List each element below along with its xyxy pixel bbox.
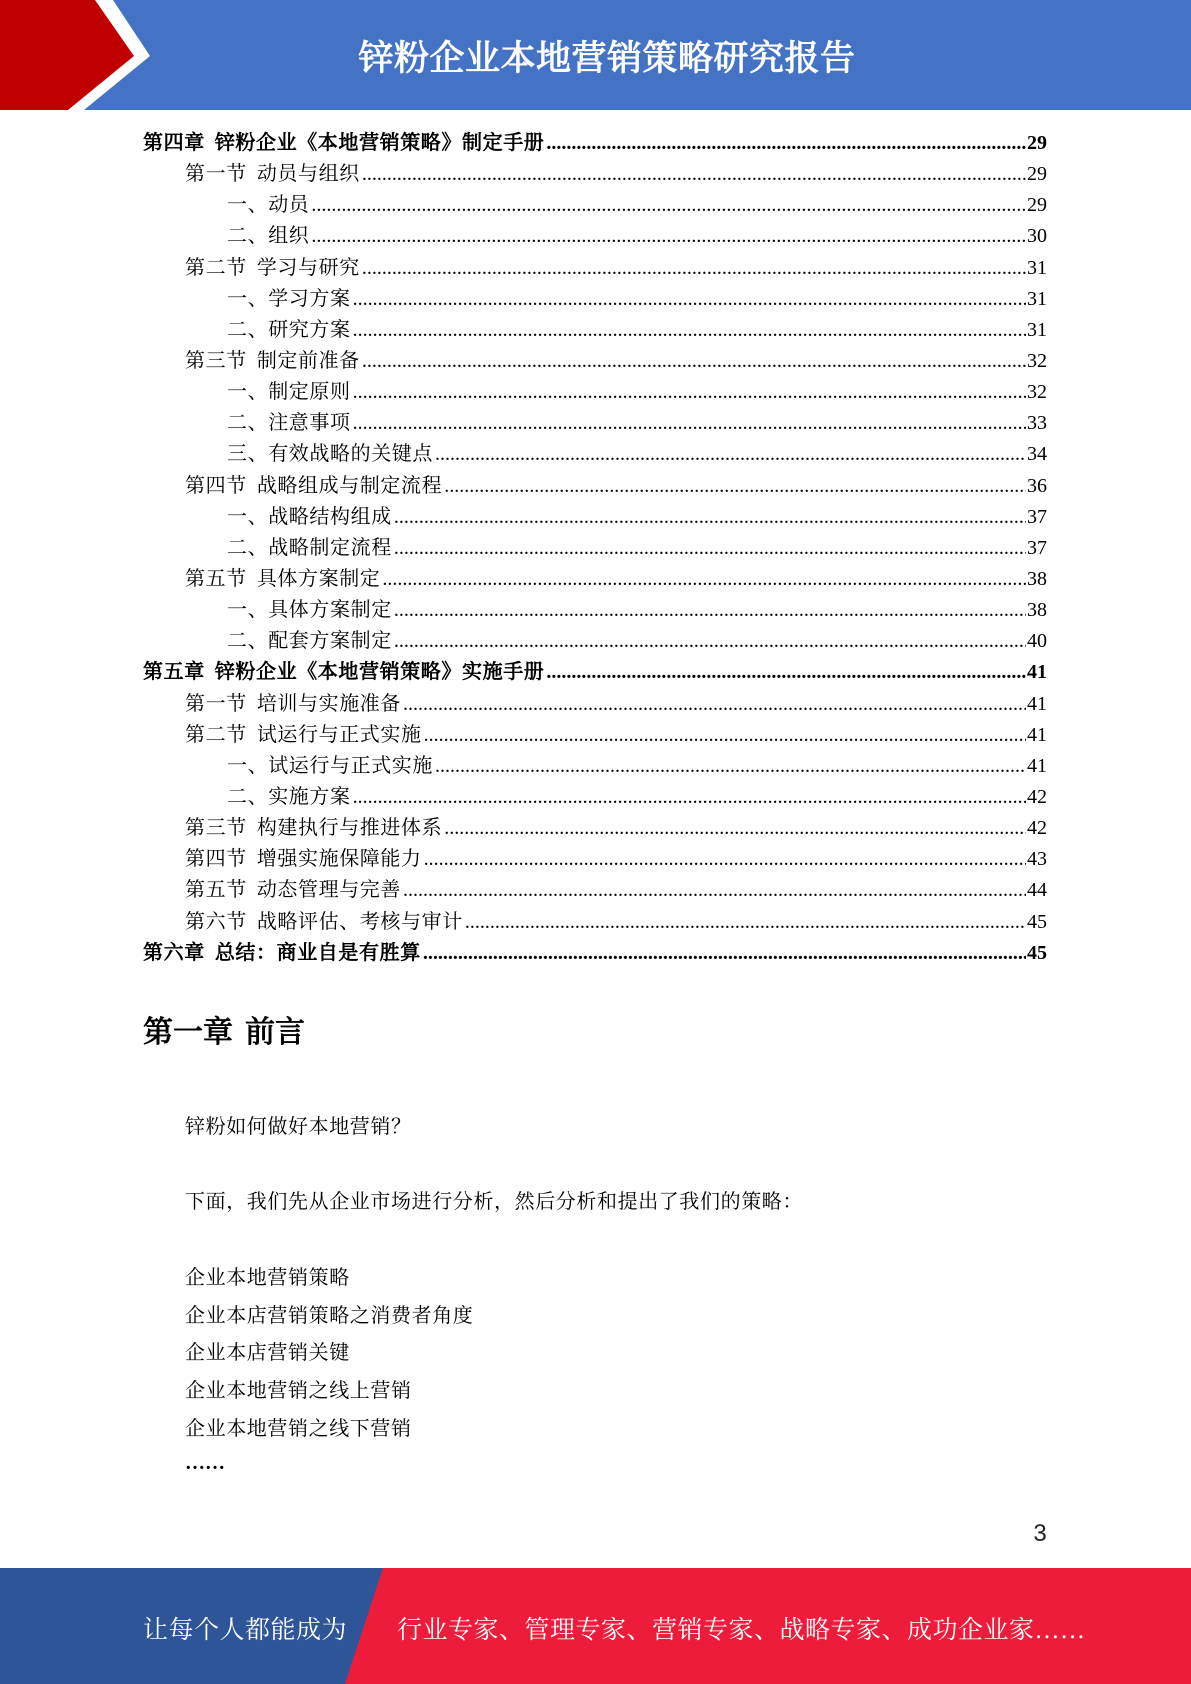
toc-entry-title: 制定前准备	[256, 349, 360, 372]
toc-dot-leader	[394, 533, 1026, 564]
toc-entry-label: 第五节	[185, 879, 247, 902]
toc-dot-leader	[353, 408, 1026, 439]
chapter-heading	[143, 1013, 305, 1053]
toc-dot-leader	[424, 720, 1026, 751]
toc-entry-label: 一、	[227, 287, 269, 310]
toc-dot-leader	[424, 844, 1026, 875]
toc-entry-label: 第二节	[185, 256, 247, 279]
toc-entry-title: 组织	[268, 225, 310, 248]
toc-subsection-entry[interactable]	[143, 502, 1047, 533]
page-header	[0, 0, 1191, 110]
page-number: 3	[1033, 1520, 1047, 1547]
toc-section-entry[interactable]	[143, 471, 1047, 502]
toc-subsection-entry[interactable]	[143, 626, 1047, 657]
toc-entry-label: 二、	[227, 412, 269, 435]
toc-entry-page-number: 41	[1027, 692, 1047, 715]
toc-entry-label: 第四节	[185, 848, 247, 871]
toc-dot-leader	[403, 689, 1026, 720]
footer-tagline: 让每个人都能成为	[143, 1617, 348, 1644]
toc-entry-label: 二、	[227, 785, 269, 808]
toc-entry-title: 增强实施保障能力	[256, 848, 422, 871]
toc-entry-page-number: 31	[1027, 287, 1047, 310]
list-continuation-ellipsis: ……	[185, 1452, 225, 1474]
toc-entry-title: 锌粉企业《本地营销策略》制定手册	[214, 132, 545, 154]
toc-dot-leader	[465, 907, 1026, 938]
toc-dot-leader	[435, 751, 1026, 782]
toc-entry-label: 第四节	[185, 474, 247, 497]
toc-dot-leader	[353, 315, 1026, 346]
toc-entry-label: 二、	[227, 225, 269, 248]
toc-entry-page-number: 34	[1027, 443, 1047, 466]
toc-section-entry[interactable]	[143, 875, 1047, 906]
strategy-list-item: 企业本店营销关键	[185, 1342, 350, 1364]
footer-roles-slogan: 行业专家、管理专家、营销专家、战略专家、成功企业家……	[397, 1617, 1086, 1644]
toc-entry-title: 学习与研究	[256, 256, 360, 279]
toc-entry-page-number: 29	[1027, 194, 1047, 217]
toc-dot-leader	[353, 782, 1026, 813]
toc-entry-title: 具体方案制定	[256, 567, 381, 590]
strategy-list-item: 企业本地营销之线上营销	[185, 1380, 412, 1402]
strategy-list-item: 企业本地营销之线下营销	[185, 1418, 412, 1440]
toc-entry-title: 试运行与正式实施	[268, 754, 434, 777]
toc-chapter-entry[interactable]	[143, 128, 1047, 159]
toc-section-entry[interactable]	[143, 907, 1047, 938]
toc-entry-label: 一、	[227, 505, 269, 528]
toc-entry-label: 第四章	[143, 132, 205, 154]
toc-entry-page-number: 44	[1027, 879, 1047, 902]
toc-chapter-entry[interactable]	[143, 657, 1047, 688]
toc-entry-label: 第二节	[185, 723, 247, 746]
table-of-contents	[143, 128, 1047, 969]
toc-dot-leader	[394, 595, 1026, 626]
toc-entry-label: 第三节	[185, 817, 247, 840]
toc-entry-page-number: 40	[1027, 630, 1047, 653]
toc-entry-page-number: 45	[1027, 910, 1047, 933]
toc-section-entry[interactable]	[143, 689, 1047, 720]
toc-entry-title: 锌粉企业《本地营销策略》实施手册	[214, 661, 545, 684]
toc-subsection-entry[interactable]	[143, 284, 1047, 315]
toc-dot-leader	[444, 813, 1026, 844]
toc-entry-page-number: 41	[1027, 754, 1047, 777]
toc-dot-leader	[311, 221, 1026, 252]
toc-dot-leader	[444, 471, 1026, 502]
toc-entry-page-number: 31	[1027, 256, 1047, 279]
toc-dot-leader	[353, 377, 1026, 408]
page-footer	[0, 1568, 1191, 1684]
toc-subsection-entry[interactable]	[143, 190, 1047, 221]
toc-dot-leader	[403, 875, 1026, 906]
toc-dot-leader	[423, 938, 1026, 969]
toc-entry-title: 动员	[268, 194, 310, 217]
toc-entry-page-number: 43	[1027, 848, 1047, 871]
toc-section-entry[interactable]	[143, 253, 1047, 284]
toc-section-entry[interactable]	[143, 720, 1047, 751]
chapter-title: 前言	[245, 1016, 305, 1049]
toc-section-entry[interactable]	[143, 159, 1047, 190]
toc-entry-page-number: 29	[1027, 132, 1047, 154]
toc-entry-page-number: 36	[1027, 474, 1047, 497]
toc-entry-title: 战略制定流程	[268, 536, 392, 559]
toc-dot-leader	[353, 284, 1026, 315]
toc-entry-label: 第五章	[143, 661, 205, 684]
toc-entry-label: 二、	[227, 318, 269, 341]
toc-dot-leader	[394, 626, 1026, 657]
toc-subsection-entry[interactable]	[143, 408, 1047, 439]
toc-subsection-entry[interactable]	[143, 751, 1047, 782]
toc-entry-label: 第六章	[143, 941, 205, 964]
toc-entry-title: 战略评估、考核与审计	[256, 910, 463, 933]
toc-entry-title: 培训与实施准备	[256, 692, 402, 715]
toc-entry-page-number: 32	[1027, 349, 1047, 372]
toc-entry-title: 构建执行与推进体系	[256, 817, 443, 840]
toc-dot-leader	[311, 190, 1026, 221]
toc-entry-page-number: 37	[1027, 536, 1047, 559]
toc-entry-page-number: 37	[1027, 505, 1047, 528]
toc-entry-page-number: 45	[1027, 941, 1047, 964]
toc-section-entry[interactable]	[143, 346, 1047, 377]
report-title: 锌粉企业本地营销策略研究报告	[358, 39, 856, 78]
toc-dot-leader	[382, 564, 1026, 595]
toc-entry-page-number: 38	[1027, 567, 1047, 590]
toc-entry-page-number: 31	[1027, 318, 1047, 341]
toc-entry-title: 具体方案制定	[268, 599, 392, 622]
toc-subsection-entry[interactable]	[143, 782, 1047, 813]
strategy-list-item: 企业本地营销策略	[185, 1267, 350, 1289]
toc-dot-leader	[546, 657, 1026, 688]
toc-entry-page-number: 42	[1027, 785, 1047, 808]
toc-section-entry[interactable]	[143, 844, 1047, 875]
lead-paragraph: 下面，我们先从企业市场进行分析，然后分析和提出了我们的策略：	[185, 1191, 803, 1213]
toc-dot-leader	[362, 346, 1026, 377]
toc-subsection-entry[interactable]	[143, 533, 1047, 564]
toc-entry-label: 第一节	[185, 692, 247, 715]
toc-entry-label: 第三节	[185, 349, 247, 372]
toc-entry-label: 二、	[227, 536, 269, 559]
toc-entry-title: 配套方案制定	[268, 630, 392, 653]
toc-entry-label: 三、	[227, 443, 269, 466]
toc-subsection-entry[interactable]	[143, 315, 1047, 346]
toc-entry-label: 第五节	[185, 567, 247, 590]
toc-entry-title: 有效战略的关键点	[268, 443, 434, 466]
intro-paragraph: 锌粉如何做好本地营销？	[185, 1116, 412, 1138]
toc-entry-title: 制定原则	[268, 381, 351, 404]
toc-subsection-entry[interactable]	[143, 439, 1047, 470]
toc-entry-page-number: 32	[1027, 381, 1047, 404]
toc-dot-leader	[546, 128, 1026, 159]
toc-entry-label: 一、	[227, 754, 269, 777]
toc-dot-leader	[394, 502, 1026, 533]
toc-entry-page-number: 30	[1027, 225, 1047, 248]
toc-entry-page-number: 33	[1027, 412, 1047, 435]
toc-entry-label: 一、	[227, 381, 269, 404]
toc-entry-title: 总结：商业自是有胜算	[214, 941, 421, 964]
toc-subsection-entry[interactable]	[143, 595, 1047, 626]
toc-entry-title: 实施方案	[268, 785, 351, 808]
toc-entry-label: 第六节	[185, 910, 247, 933]
toc-entry-title: 研究方案	[268, 318, 351, 341]
toc-entry-page-number: 29	[1027, 163, 1047, 186]
toc-dot-leader	[362, 253, 1026, 284]
toc-subsection-entry[interactable]	[143, 377, 1047, 408]
toc-entry-page-number: 41	[1027, 723, 1047, 746]
toc-section-entry[interactable]	[143, 564, 1047, 595]
toc-entry-page-number: 42	[1027, 817, 1047, 840]
toc-entry-title: 学习方案	[268, 287, 351, 310]
toc-entry-label: 二、	[227, 630, 269, 653]
toc-entry-title: 动态管理与完善	[256, 879, 402, 902]
toc-dot-leader	[362, 159, 1026, 190]
toc-entry-title: 战略结构组成	[268, 505, 392, 528]
toc-entry-title: 试运行与正式实施	[256, 723, 422, 746]
toc-entry-label: 一、	[227, 194, 269, 217]
toc-entry-page-number: 38	[1027, 599, 1047, 622]
toc-entry-page-number: 41	[1027, 661, 1047, 684]
toc-subsection-entry[interactable]	[143, 221, 1047, 252]
toc-chapter-entry[interactable]	[143, 938, 1047, 969]
toc-entry-title: 战略组成与制定流程	[256, 474, 443, 497]
toc-entry-label: 第一节	[185, 163, 247, 186]
toc-entry-label: 一、	[227, 599, 269, 622]
toc-dot-leader	[435, 439, 1026, 470]
toc-entry-title: 动员与组织	[256, 163, 360, 186]
chapter-number: 第一章	[143, 1016, 233, 1049]
toc-section-entry[interactable]	[143, 813, 1047, 844]
toc-entry-title: 注意事项	[268, 412, 351, 435]
strategy-list-item: 企业本店营销策略之消费者角度	[185, 1305, 474, 1327]
